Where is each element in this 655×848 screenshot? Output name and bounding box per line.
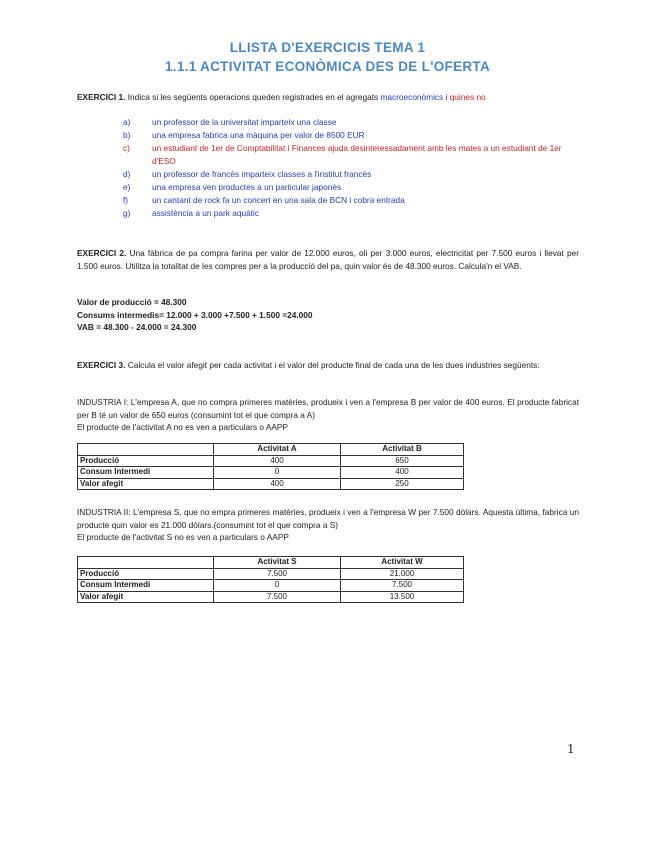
- industry-2-description: [77, 506, 579, 544]
- industry-1-text: INDUSTRIA I: L'empresa A, que no compra primeres matèries, produeix i ven a l'empresa B per valor de 400 euros. El producte fabricat per B té un valor de 650 euros (consumint tot el que compra a A): [77, 397, 579, 420]
- industry-1-table: [77, 443, 464, 490]
- table-row: Producció 400 650: [78, 455, 464, 467]
- table-row: Valor afegit 7.500 13.500: [78, 591, 464, 603]
- industry-2-text: INDUSTRIA II: L'empresa S, que no empra primeres matèries, produeix i ven a l'empresa W per 7.500 dòlars. Aquesta última, fabrica un producte quin valor es 21.000 dòlars.(consumint tot el que compra a S): [77, 507, 579, 530]
- document-subtitle: 1.1.1 ACTIVITAT ECONÒMICA DES DE L'OFERTA: [164, 59, 491, 74]
- list-item: g) assistència a un park aquàtic: [123, 208, 260, 218]
- list-item: f) un cantant de rock fa un concert en una sala de BCN i cobra entrada: [123, 195, 405, 205]
- exercise-2-label: EXERCICI 2.: [77, 248, 127, 258]
- list-item: d) un professor de francès imparteix classes a l'institut francès: [123, 169, 372, 179]
- exercise-2-text: Una fàbrica de pa compra farina per valor de 12.000 euros, oli per 3.000 euros, electricitat per 7.500 euros i llevat per 1.500 euros. Utilitza la totalitat de les compres per a la producció del pa, quin valor és de 48.300 euros. Calcula'n el VAB.: [77, 248, 579, 271]
- exercise-1-intro-red: quines no: [449, 92, 486, 102]
- exercise-3-label: EXERCICI 3.: [77, 360, 126, 370]
- table-row: Producció 7.500 21.000: [78, 568, 464, 580]
- exercise-1-list: [77, 116, 579, 220]
- list-item: a) un professor de la universitat imparteix una classe: [123, 117, 337, 127]
- table-header-row: Activitat S Activitat W: [78, 557, 464, 569]
- exercise-1-intro: Indica si les següents operacions queden registrades en el agregats: [127, 92, 379, 102]
- answer-line: Valor de producció = 48.300: [77, 297, 187, 307]
- industry-2-table: [77, 556, 464, 603]
- table-header-row: Activitat A Activitat B: [78, 444, 464, 456]
- exercise-1-label: EXERCICI 1.: [77, 92, 126, 102]
- exercise-3-text: Calcula el valor afegit per cada activitat i el valor del producte final de cada una de les dues industries següents:: [127, 360, 540, 370]
- answer-line: Consums intermedis= 12.000 + 3.000 +7.500 + 1.500 =24.000: [77, 309, 313, 320]
- page-number: 1: [567, 742, 575, 756]
- list-item: c) un estudiant de 1er de Comptabilitat i Finances ajuda desinteressadament amb les mates a un estudiant de 1er d'ESO: [123, 143, 562, 166]
- list-item: b) una empresa fabrica una màquina per valor de 8500 EUR: [123, 130, 365, 140]
- table-row: Valor afegit 400 250: [78, 478, 464, 490]
- table-row: Consum Intermedi 0 400: [78, 467, 464, 479]
- exercise-2-statement: [77, 247, 579, 272]
- macroeconomics-link[interactable]: macroeconòmics: [380, 92, 444, 102]
- industry-1-description: [77, 396, 579, 434]
- exercise-2-answers: [77, 296, 579, 334]
- list-item: e) una empresa ven productes a un particular japonès: [123, 182, 342, 192]
- industry-1-note: El producte de l'activitat A no es ven a particulars o AAPP: [77, 422, 288, 432]
- answer-line: VAB = 48.300 - 24.000 = 24.300: [77, 322, 197, 332]
- table-row: Consum Intermedi 0 7.500: [78, 580, 464, 592]
- exercise-1-statement: [77, 91, 579, 104]
- exercise-1-intro-end: i: [445, 92, 448, 102]
- industry-2-note: El producte de l'activitat S no es ven a particulars o AAPP: [77, 532, 289, 542]
- document-title: LLISTA D'EXERCICIS TEMA 1: [229, 40, 426, 55]
- exercise-3-statement: [77, 359, 579, 372]
